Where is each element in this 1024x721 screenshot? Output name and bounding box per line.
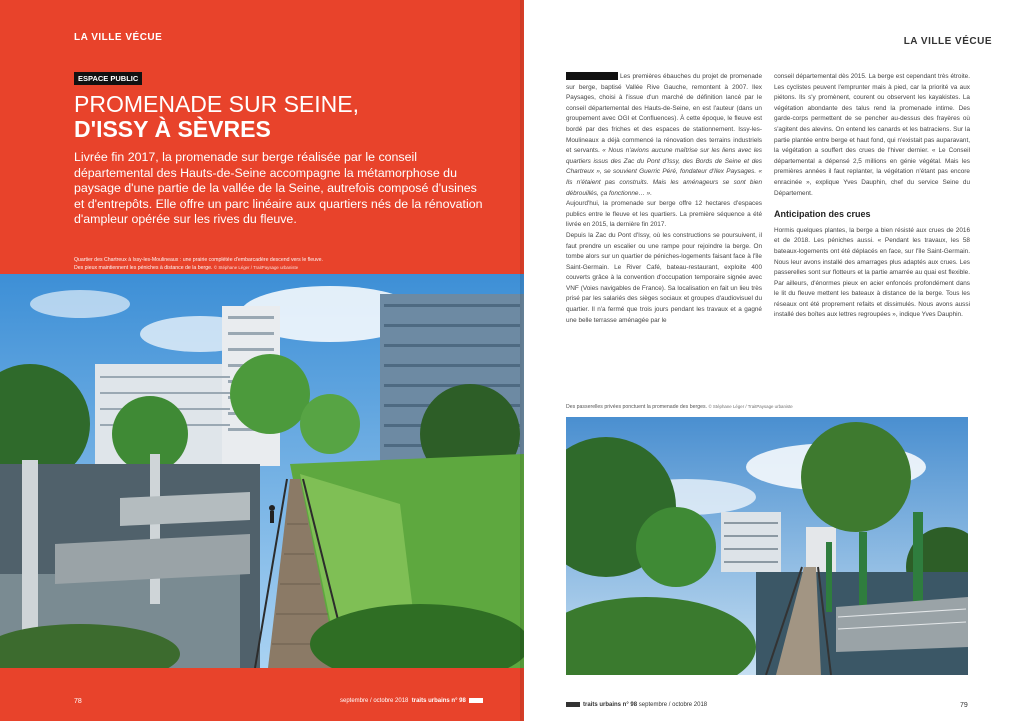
- promenade-photo: [0, 274, 524, 668]
- section-heading-left: LA VILLE VÉCUE: [74, 32, 163, 43]
- footer-magazine-right: traits urbains n° 98: [583, 702, 638, 709]
- section-heading-right: LA VILLE VÉCUE: [903, 36, 992, 47]
- quote: « Nous n'avions aucune maîtrise sur les liens avec les quartiers issus des Zac du Pont d'Issy, des Bords de Seine et des Chartreux », se souvient Guerric Péré, fondateur d'Ilex Paysages. « Ils n'étaient pas construits. Mais les aménageurs se sont bien débrouillés, ça fonctionne… ».: [566, 147, 762, 197]
- rubric-tag: ESPACE PUBLIC: [74, 72, 142, 85]
- section-subhead: Anticipation des crues: [774, 209, 871, 220]
- footer-left: [340, 698, 483, 704]
- walkway-photo: [566, 417, 968, 675]
- footer-date-right: septembre / octobre 2018: [638, 702, 708, 709]
- redaction-block: [566, 72, 618, 80]
- paragraph: conseil départemental dès 2015. La berge est cependant très étroite. Les cyclistes peuvent l'emprunter mais à pied, car la priorité va aux piétons. Ils s'y promènent, courent ou observent les kayakistes. La végétation abondante des talus rend la promenade intime. Des garde-corps permettent de se pencher au-dessus des frayères où s'agitent des alevins. On entend les canards et les batraciens. Sur la partie plantée entre berge et haut fond, qui n'existait pas auparavant, la végétation a souffert des crues de l'hiver dernier. « Le Conseil départemental a dépensé 2,5 millions en génie végétal. Mais les premières années il faut replanter, la végétation n'étant pas encore enracinée », explique Yves Dauphin, chef du service Seine du Département.: [774, 73, 970, 197]
- headline-line-2: D'ISSY À SÈVRES: [74, 116, 271, 142]
- footer-bar-icon: [566, 702, 580, 707]
- photo-credit-right: © Stéphane Léger / TraitPaysage urbaniste: [708, 404, 793, 409]
- text-column-2: [774, 72, 970, 321]
- footer-bar-icon: [469, 698, 483, 703]
- headline-line-1: PROMENADE SUR SEINE,: [74, 91, 359, 117]
- paragraph: Les premières ébauches du projet de promenade sur berge, baptisé Vallée Rive Gauche, remontent à 2007. Ilex Paysages, choisi à l'issue d'un marché de définition lancé par le conseil départemental des Hauts-de-Seine, en est l'auteur (dans un groupement avec OGI et Confluences). À cette époque, le fleuve est bordé par des friches et des espaces de stationnement. Issy-les-Moulineaux a déjà commencé la rénovation des terrains industriels et servants.: [566, 73, 762, 155]
- promenade-photo-illustration: [0, 274, 524, 668]
- photo-credit-left: © Stéphane Léger / TraitPaysage urbaniste: [213, 265, 299, 270]
- footer-date-left: septembre / octobre 2018: [340, 698, 409, 705]
- photo-caption-left: [74, 256, 494, 272]
- photo-caption-right: [566, 404, 968, 410]
- paragraph: Hormis quelques plantes, la berge a bien résisté aux crues de 2016 et de 2018. Les péniches aussi. « Pendant les travaux, les 58 bateaux-logements ont été déplacés en face, sur l'île Saint-Germain. Nous leur avons installé des amarrages plus adaptés aux crues. Les passerelles sont sur flotteurs et la partie amarrée au quai est flexible. Par ailleurs, d'énormes pieux en acier enfoncés profondément dans le lit du fleuve mettent les bateaux à distance de la berge. Tous les réseaux ont été proprement refaits et dissimulés. Nous avons aussi installé des boîtes aux lettres regroupées », indique Yves Dauphin.: [774, 226, 970, 319]
- page-number-right: 79: [960, 702, 968, 709]
- text-column-1: [566, 72, 762, 326]
- page-number-left: 78: [74, 698, 82, 705]
- footer-right: [566, 702, 707, 708]
- caption-line-1: Quartier des Chartreux à Issy-les-Moulineaux : une prairie complétée d'embarcadère descend vers le fleuve.: [74, 257, 323, 263]
- walkway-photo-illustration: [566, 417, 968, 675]
- caption-line-2: Des pieux maintiennent les péniches à distance de la berge.: [74, 265, 213, 271]
- caption-text: Des passerelles privées ponctuent la promenade des berges.: [566, 404, 708, 410]
- paragraph: Depuis la Zac du Pont d'Issy, où les constructions se poursuivent, il faut prendre un escalier ou une rampe pour rejoindre la berge. On tombe alors sur un quartier de péniches-logements faisant face à l'île Saint-Germain. Le River Café, bateau-restaurant, exploite 400 couverts grâce à la convention d'occupation temporaire signée avec VNF (Voies navigables de France). Sa localisation en fait un lieu très prisé par les salariés des sièges sociaux et groupes d'audiovisuel du quartier. Il n'a fermé que trois jours pendant les travaux et a gagné une belle terrasse aménagée par le: [566, 231, 762, 324]
- footer-magazine-left: traits urbains n° 98: [411, 698, 466, 705]
- paragraph: Aujourd'hui, la promenade sur berge offre 12 hectares d'espaces publics entre le fleuve et les quartiers. La première séquence a été livrée en 2015, la dernière fin 2017.: [566, 200, 762, 229]
- article-lead: Livrée fin 2017, la promenade sur berge réalisée par le conseil départemental des Hauts-de-Seine accompagne la métamorphose du paysage d'une partie de la vallée de la Seine, autrefois composé d'usines et d'entrepôts. Elle offre un parc linéaire aux quartiers nés de la rénovation d'ampleur opérée sur les rives du fleuve.: [74, 150, 483, 226]
- article-headline: [74, 92, 504, 142]
